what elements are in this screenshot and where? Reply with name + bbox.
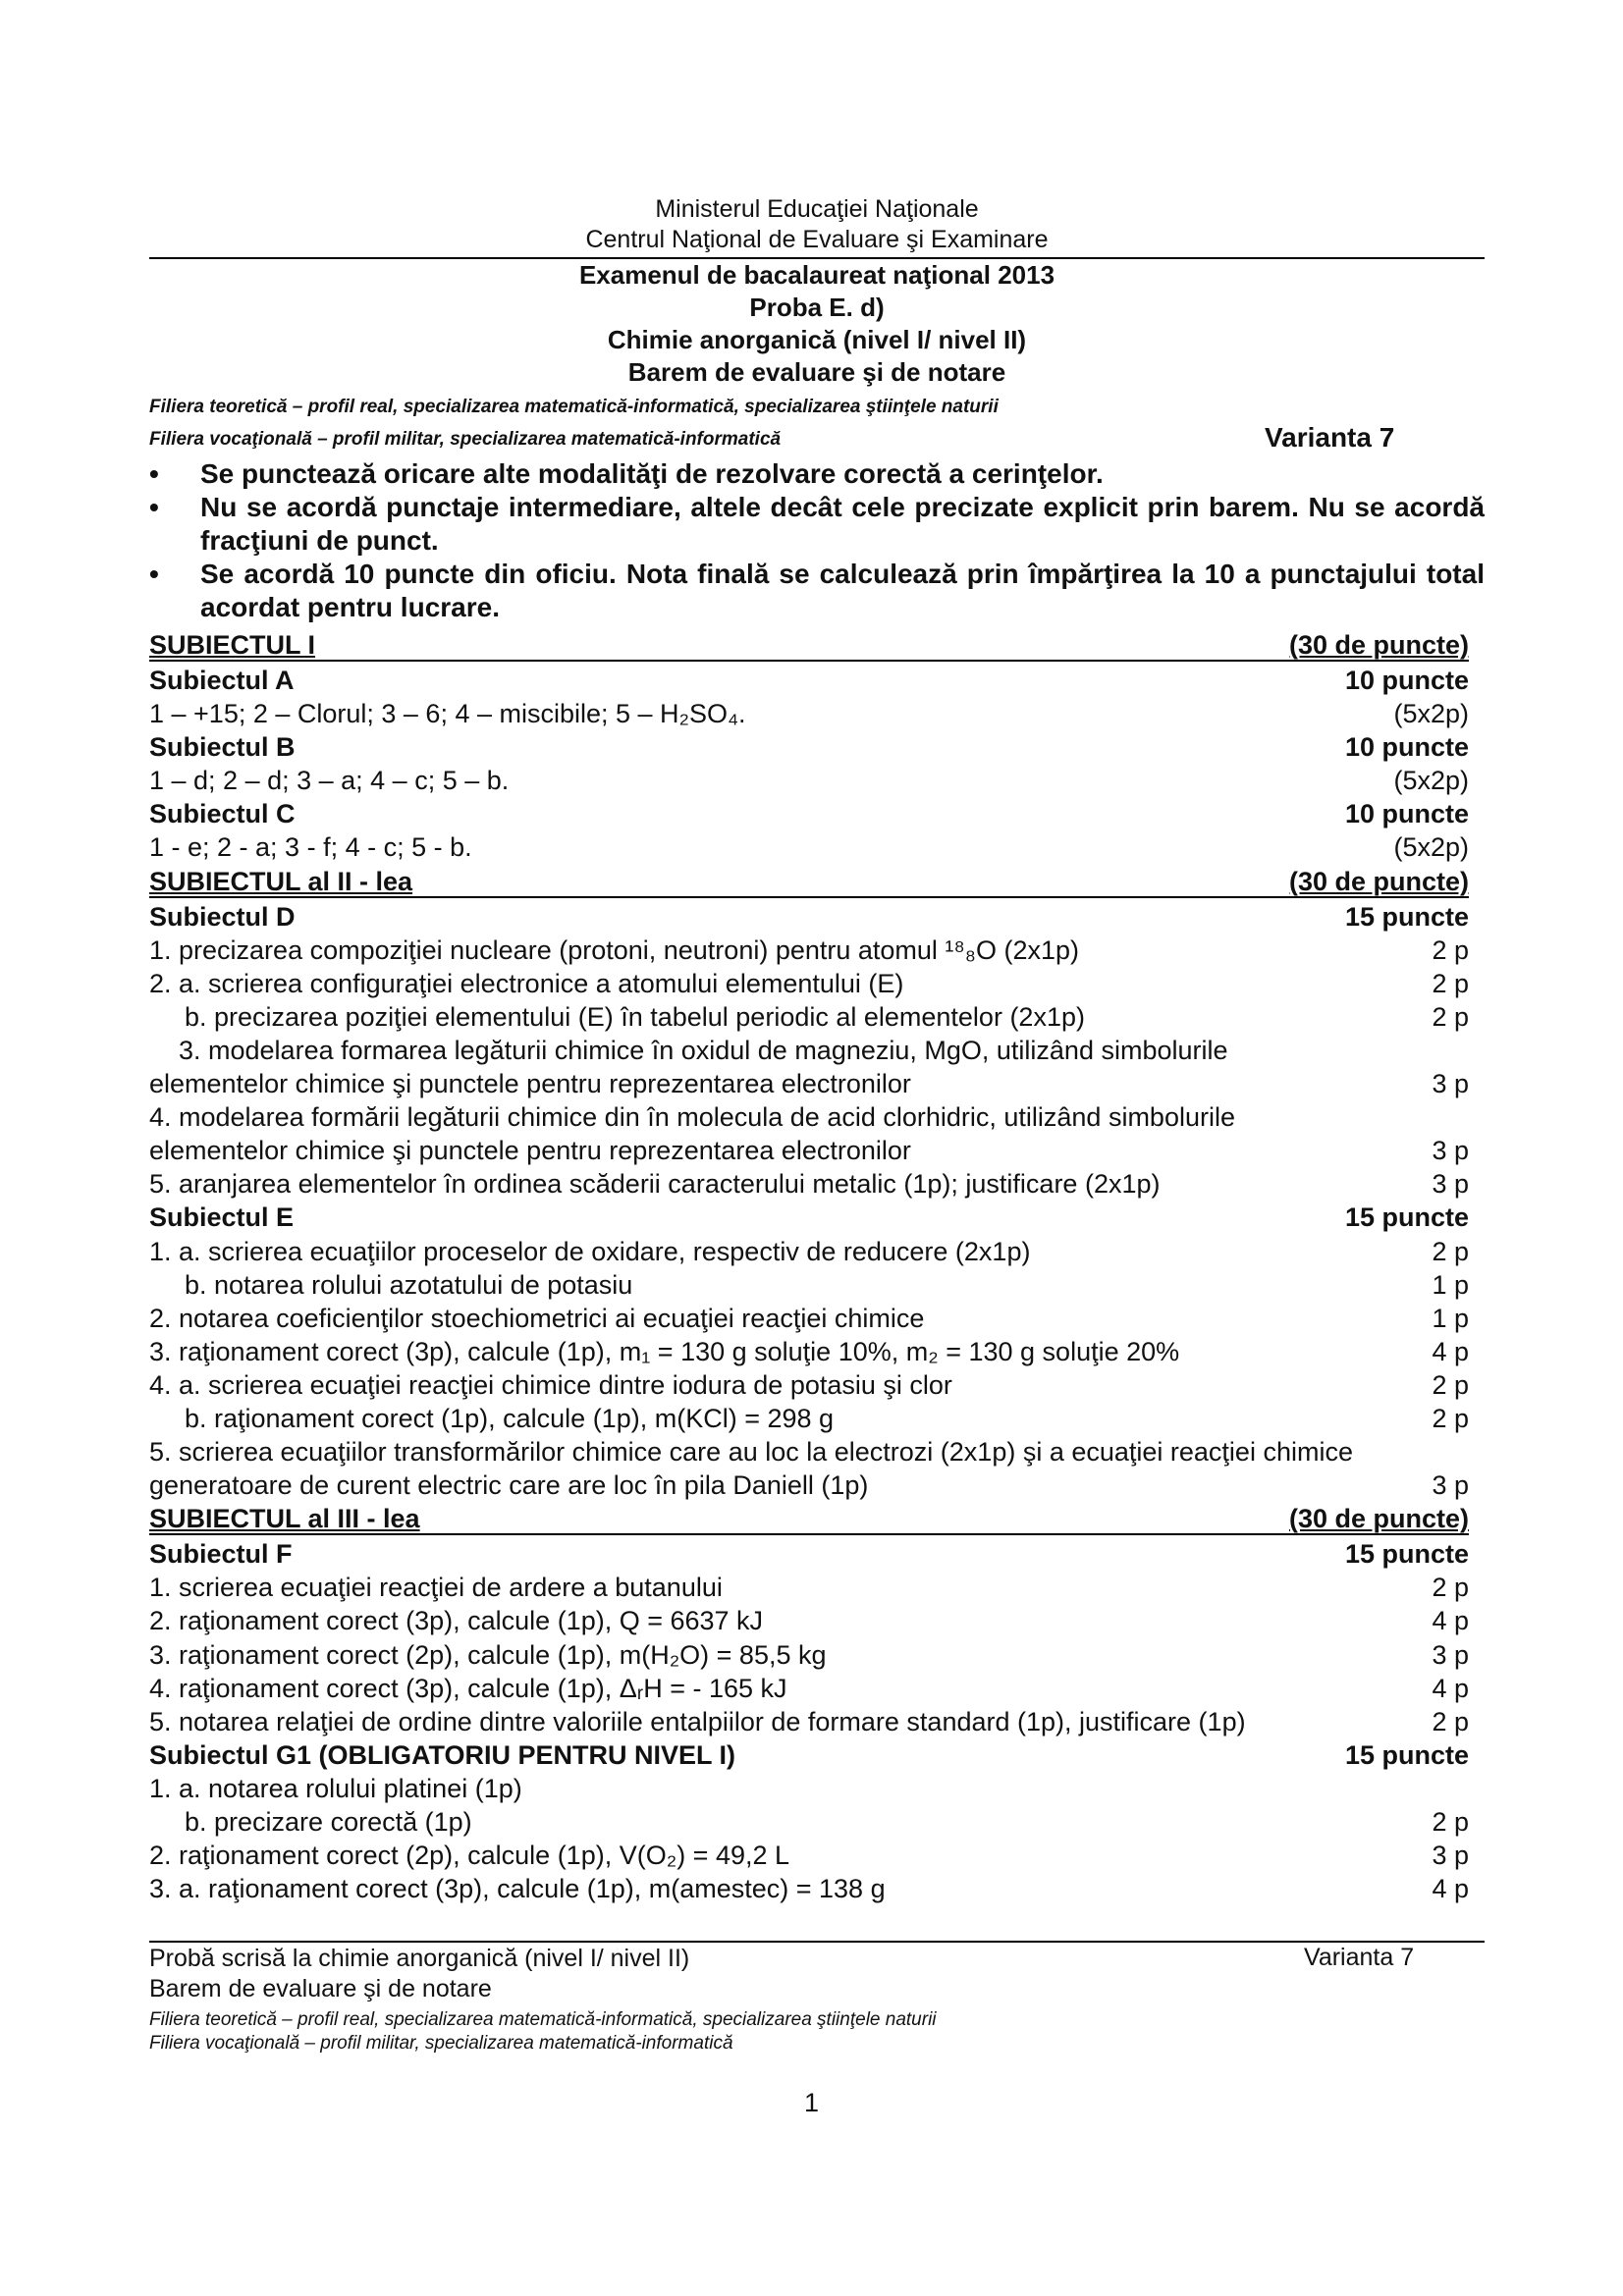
item-text: 5. notarea relaţiei de ordine dintre valoriile entalpiilor de formare standard (1p), justificare (1p) [149, 1706, 1246, 1736]
variant-label: Varianta 7 [1265, 422, 1395, 453]
item-text: SUBIECTUL al III - lea [149, 1504, 420, 1534]
footer-filiera-2: Filiera vocaţională – profil militar, specializarea matematică-informatică [149, 2033, 733, 2054]
subsection-heading [149, 730, 1469, 764]
item-points: 1 p [1432, 1269, 1469, 1300]
item-text: 1 – +15; 2 – Clorul; 3 – 6; 4 – miscibile; 5 – H₂SO₄. [149, 699, 746, 729]
scoring-item [149, 1839, 1469, 1872]
item-points: (5x2p) [1393, 832, 1469, 863]
rule-item: • Se acordă 10 puncte din oficiu. Nota finală se calculează prin împărţirea la 10 a punctajului total acordat pentru lucrare. [149, 559, 1485, 622]
ministry-name: Ministerul Educaţiei Naţionale [655, 195, 979, 223]
item-points: 3 p [1432, 1069, 1469, 1099]
item-text: elementelor chimice şi punctele pentru reprezentarea electronilor [149, 1069, 911, 1099]
item-text: 2. notarea coeficienţilor stoechiometrici ai ecuaţiei reacţiei chimice [149, 1303, 925, 1333]
item-points: 10 puncte [1344, 732, 1469, 763]
item-points: 2 p [1432, 1369, 1469, 1400]
item-text: 1. scrierea ecuaţiei reacţiei de ardere a butanului [149, 1573, 723, 1603]
item-points: 3 p [1432, 1136, 1469, 1166]
doc-title: Barem de evaluare şi de notare [627, 357, 1006, 387]
scoring-item [149, 934, 1469, 967]
item-points: 15 puncte [1344, 1539, 1469, 1570]
item-text: Subiectul G1 (OBLIGATORIU PENTRU NIVEL I) [149, 1739, 736, 1770]
scoring-item [149, 1100, 1469, 1134]
scoring-item [149, 830, 1469, 864]
item-points: 2 p [1432, 1236, 1469, 1266]
item-text: 1. a. notarea rolului platinei (1p) [149, 1773, 522, 1803]
section-heading [149, 628, 1469, 662]
item-text: 5. scrierea ecuaţiilor transformărilor chimice care au loc la electrozi (2x1p) şi a ecuaţiei reacţiei chimice [149, 1437, 1353, 1468]
section-heading [149, 865, 1469, 898]
scoring-item [149, 1235, 1469, 1268]
item-points: 4 p [1432, 1874, 1469, 1904]
item-points: 10 puncte [1344, 666, 1469, 695]
item-points: 15 puncte [1344, 901, 1469, 932]
scoring-item [149, 1705, 1469, 1738]
item-text: b. precizare corectă (1p) [185, 1807, 472, 1837]
item-text: 1. a. scrierea ecuaţiilor proceselor de oxidare, respectiv de reducere (2x1p) [149, 1236, 1031, 1266]
test-title: Proba E. d) [749, 293, 885, 322]
filiera-line-2: Filiera vocaţională – profil militar, specializarea matematică-informatică [149, 429, 782, 450]
item-points: 15 puncte [1344, 1739, 1469, 1770]
scoring-item [149, 1268, 1469, 1302]
item-points: 10 puncte [1344, 799, 1469, 829]
item-text: 4. raţionament corect (3p), calcule (1p), ΔᵣH = - 165 kJ [149, 1673, 787, 1703]
item-points: (5x2p) [1393, 766, 1469, 796]
page-number: 1 [803, 2088, 820, 2117]
rules-list [149, 457, 1485, 624]
footer-rule [149, 1941, 1485, 1943]
footer-variant: Varianta 7 [1304, 1944, 1415, 1971]
scoring-item [149, 1067, 1469, 1100]
item-text: 4. modelarea formării legăturii chimice din în molecula de acid clorhidric, utilizând simbolurile [149, 1102, 1235, 1133]
item-points: 3 p [1432, 1639, 1469, 1670]
subsection-heading [149, 900, 1469, 934]
scoring-item [149, 1604, 1469, 1637]
footer-filiera [149, 2008, 1426, 2056]
item-text: 1. precizarea compoziţiei nucleare (protoni, neutroni) pentru atomul ¹⁸₈O (2x1p) [149, 934, 1080, 965]
scoring-item [149, 1167, 1469, 1201]
scoring-item [149, 1672, 1469, 1705]
item-points: (5x2p) [1393, 699, 1469, 729]
section-heading [149, 1502, 1469, 1535]
scoring-item [149, 1368, 1469, 1402]
scoring-item [149, 1872, 1469, 1905]
scoring-item [149, 1034, 1469, 1067]
filiera-line-1: Filiera teoretică – profil real, specializarea matematică-informatică, specializarea ştiinţele naturii [149, 397, 999, 417]
scoring-item [149, 967, 1469, 1000]
scoring-item [149, 1638, 1469, 1672]
scoring-item [149, 1571, 1469, 1604]
document-title [149, 259, 1485, 389]
item-text: 5. aranjarea elementelor în ordinea scăderii caracterului metalic (1p); justificare (2x1p) [149, 1169, 1161, 1200]
rule-item: • Nu se acordă punctaje intermediare, altele decât cele precizate explicit prin barem. Nu se acordă fracţiuni de punct. [149, 492, 1485, 556]
item-text: generatoare de curent electric care are loc în pila Daniell (1p) [149, 1470, 869, 1501]
item-text: Subiectul A [149, 666, 295, 695]
item-points: 2 p [1432, 1807, 1469, 1837]
rule-item: • Se punctează oricare alte modalităţi de rezolvare corectă a cerinţelor. [149, 458, 1104, 489]
scoring-item [149, 1435, 1469, 1468]
bullet-icon: • [149, 458, 159, 489]
footer-doc: Barem de evaluare şi de notare [149, 1975, 492, 2002]
item-points: 3 p [1432, 1841, 1469, 1871]
scoring-item [149, 697, 1469, 730]
footer-filiera-1: Filiera teoretică – profil real, specializarea matematică-informatică, specializarea ştiinţele naturii [149, 2009, 937, 2030]
item-text: SUBIECTUL I [149, 630, 316, 660]
item-points: 15 puncte [1344, 1202, 1469, 1233]
item-points: 3 p [1432, 1169, 1469, 1200]
item-text: Subiectul E [149, 1202, 295, 1233]
item-text: b. raţionament corect (1p), calcule (1p), m(KCl) = 298 g [185, 1403, 835, 1433]
subsection-heading [149, 1537, 1469, 1571]
center-name: Centrul Naţional de Evaluare şi Examinare [585, 226, 1049, 253]
item-points: 2 p [1432, 1573, 1469, 1603]
item-points: 1 p [1432, 1303, 1469, 1333]
footer-exam: Probă scrisă la chimie anorganică (nivel I/ nivel II) [149, 1945, 690, 1972]
item-text: Subiectul F [149, 1539, 293, 1570]
scoring-item [149, 1805, 1469, 1839]
subsection-heading [149, 664, 1469, 697]
item-points: 3 p [1432, 1470, 1469, 1501]
item-points: 2 p [1432, 1001, 1469, 1032]
scoring-item [149, 1134, 1469, 1167]
scoring-item [149, 1468, 1469, 1502]
item-text: 1 - e; 2 - a; 3 - f; 4 - c; 5 - b. [149, 832, 472, 863]
item-text: 2. raţionament corect (3p), calcule (1p), Q = 6637 kJ [149, 1606, 764, 1636]
scoring-item [149, 764, 1469, 797]
item-text: Subiectul D [149, 901, 296, 932]
item-text: 2. raţionament corect (2p), calcule (1p), V(O₂) = 49,2 L [149, 1841, 790, 1871]
scoring-item [149, 1335, 1469, 1368]
item-text: 1 – d; 2 – d; 3 – a; 4 – c; 5 – b. [149, 766, 510, 796]
exam-title: Examenul de bacalaureat naţional 2013 [578, 260, 1055, 290]
item-text: SUBIECTUL al II - lea [149, 866, 413, 896]
item-text: 3. raţionament corect (2p), calcule (1p), m(H₂O) = 85,5 kg [149, 1639, 827, 1670]
subject-title: Chimie anorganică (nivel I/ nivel II) [607, 325, 1027, 354]
item-points: (30 de puncte) [1288, 866, 1469, 896]
scoring-item [149, 1000, 1469, 1034]
scoring-item [149, 1772, 1469, 1805]
item-text: 4. a. scrierea ecuaţiei reacţiei chimice dintre iodura de potasiu şi clor [149, 1369, 952, 1400]
item-text: 3. raţionament corect (3p), calcule (1p), m₁ = 130 g soluţie 10%, m₂ = 130 g soluţie 20% [149, 1336, 1180, 1366]
item-text: elementelor chimice şi punctele pentru reprezentarea electronilor [149, 1136, 911, 1166]
subsection-heading [149, 1738, 1469, 1772]
item-text: Subiectul B [149, 732, 296, 763]
header [149, 194, 1485, 255]
item-points: 2 p [1432, 968, 1469, 998]
item-points: 2 p [1432, 1403, 1469, 1433]
item-text: b. notarea rolului azotatului de potasiu [185, 1269, 633, 1300]
item-points: (30 de puncte) [1288, 630, 1469, 660]
item-text: 2. a. scrierea configuraţiei electronice a atomului elementului (E) [149, 968, 904, 998]
bullet-icon: • [149, 492, 159, 522]
item-points: 4 p [1432, 1336, 1469, 1366]
item-points: (30 de puncte) [1288, 1504, 1469, 1534]
item-points: 4 p [1432, 1606, 1469, 1636]
subsection-heading [149, 1201, 1469, 1234]
scoring-item [149, 1402, 1469, 1435]
item-text: Subiectul C [149, 799, 296, 829]
item-text: 3. modelarea formarea legăturii chimice în oxidul de magneziu, MgO, utilizând simbolurile [179, 1035, 1228, 1065]
item-points: 2 p [1432, 1706, 1469, 1736]
item-points: 4 p [1432, 1673, 1469, 1703]
scoring-item [149, 1302, 1469, 1335]
bullet-icon: • [149, 559, 159, 589]
footer [149, 1944, 1426, 2004]
item-text: 3. a. raţionament corect (3p), calcule (1p), m(amestec) = 138 g [149, 1874, 886, 1904]
scoring-rows [149, 628, 1469, 1905]
item-points: 2 p [1432, 934, 1469, 965]
subsection-heading [149, 797, 1469, 830]
item-text: b. precizarea poziţiei elementului (E) în tabelul periodic al elementelor (2x1p) [185, 1001, 1085, 1032]
